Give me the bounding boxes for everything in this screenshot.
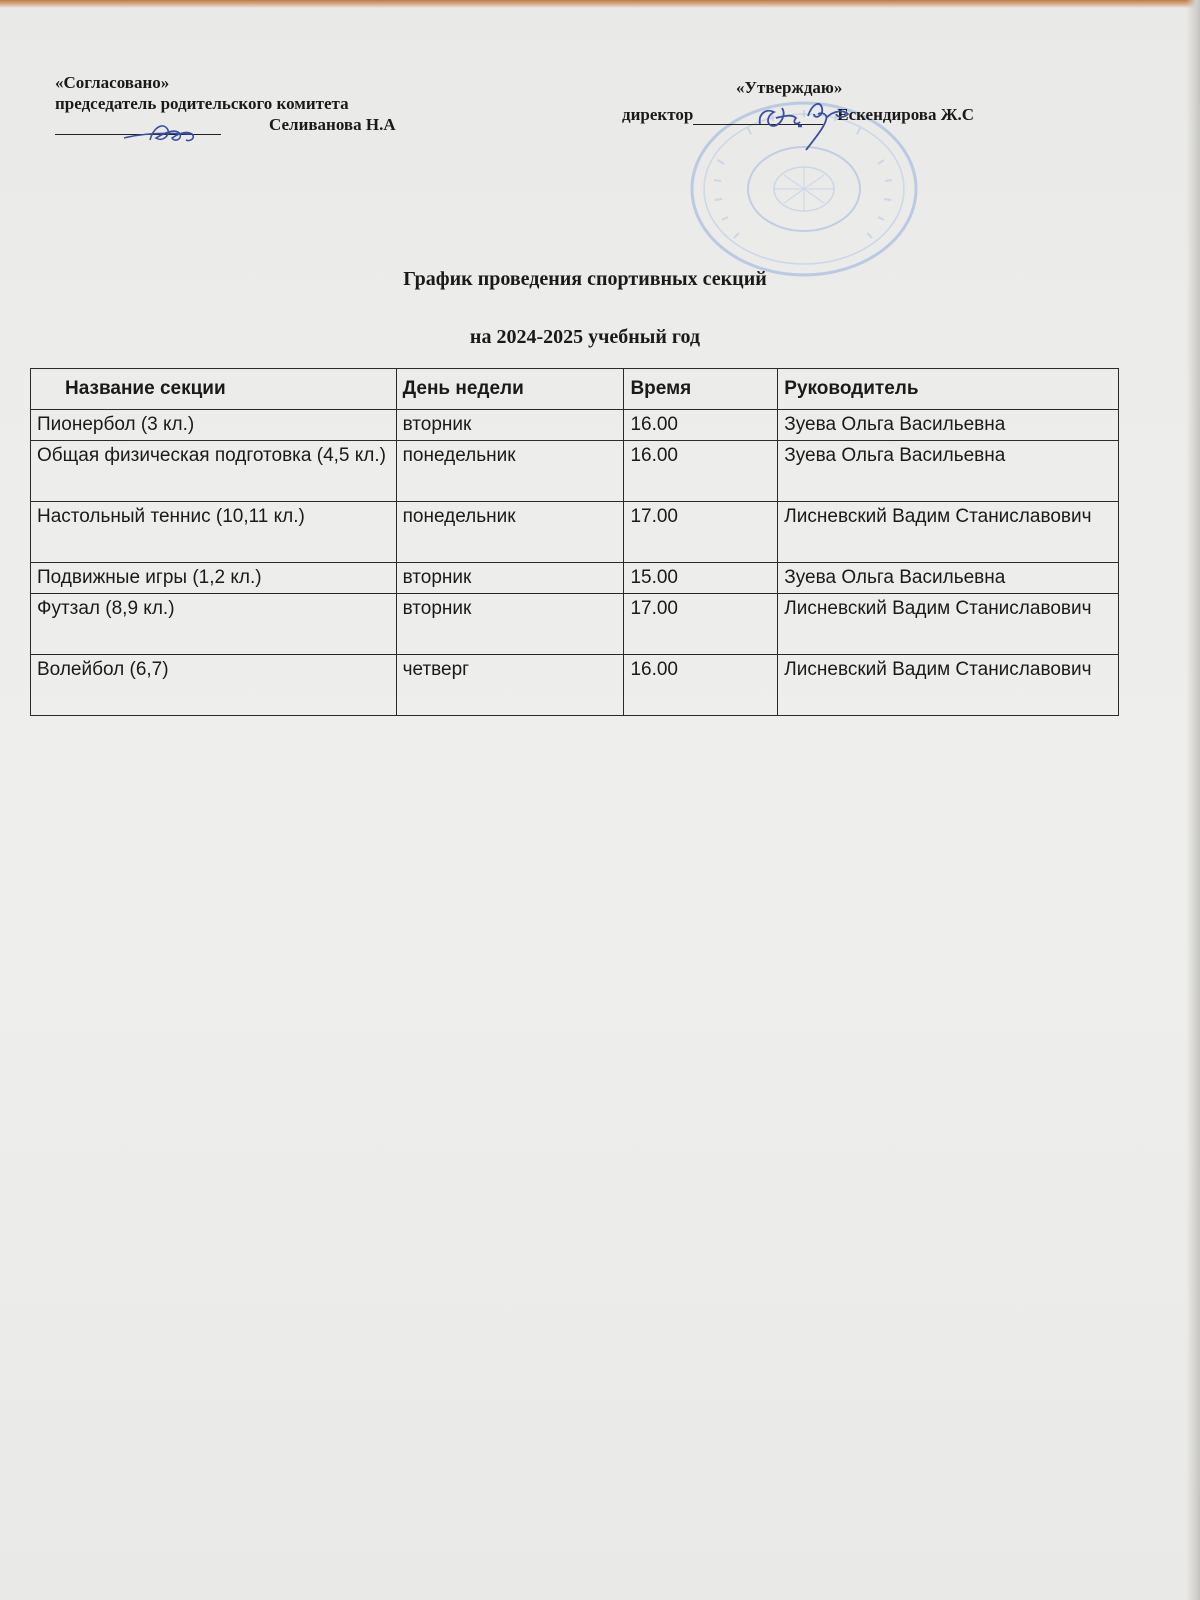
document-subtitle: на 2024-2025 учебный год	[469, 326, 701, 348]
agreed-title: «Согласовано»	[55, 73, 170, 92]
cell-section: Общая физическая подготовка (4,5 кл.)	[31, 441, 397, 502]
cell-leader: Лисневский Вадим Станиславович	[778, 502, 1119, 563]
column-header-leader: Руководитель	[778, 369, 1119, 410]
cell-time: 17.00	[624, 594, 778, 655]
approved-title: «Утверждаю»	[736, 78, 843, 97]
column-header-weekday: День недели	[396, 369, 624, 410]
agreed-signature-icon	[120, 112, 230, 148]
table-row	[31, 502, 1119, 563]
cell-section: Футзал (8,9 кл.)	[31, 594, 397, 655]
agreed-position: председатель родительского комитета	[55, 94, 349, 113]
table-row	[31, 410, 1119, 441]
cell-time: 17.00	[624, 502, 778, 563]
cell-weekday: вторник	[396, 563, 624, 594]
cell-section: Настольный теннис (10,11 кл.)	[31, 502, 397, 563]
cell-weekday: вторник	[396, 410, 624, 441]
agreed-name: Селиванова Н.А	[269, 115, 396, 134]
cell-section: Пионербол (3 кл.)	[31, 410, 397, 441]
table-row	[31, 441, 1119, 502]
cell-leader: Зуева Ольга Васильевна	[778, 563, 1119, 594]
cell-time: 16.00	[624, 410, 778, 441]
cell-leader: Зуева Ольга Васильевна	[778, 441, 1119, 502]
paper-top-edge	[0, 0, 1200, 8]
table-row	[31, 655, 1119, 716]
cell-time: 15.00	[624, 563, 778, 594]
approved-position: директор	[622, 105, 694, 124]
paper-right-edge	[1186, 0, 1200, 1600]
column-header-time: Время	[624, 369, 778, 410]
cell-leader: Лисневский Вадим Станиславович	[778, 655, 1119, 716]
document-title: График проведения спортивных секций	[403, 268, 767, 290]
cell-leader: Зуева Ольга Васильевна	[778, 410, 1119, 441]
table-row	[31, 594, 1119, 655]
approved-name: Ескендирова Ж.С	[837, 105, 975, 124]
cell-weekday: четверг	[396, 655, 624, 716]
approved-signature-icon	[752, 84, 862, 156]
cell-weekday: вторник	[396, 594, 624, 655]
cell-time: 16.00	[624, 655, 778, 716]
cell-time: 16.00	[624, 441, 778, 502]
column-header-section: Название секции	[31, 369, 397, 410]
cell-section: Волейбол (6,7)	[31, 655, 397, 716]
table-header-row	[31, 369, 1119, 410]
cell-section: Подвижные игры (1,2 кл.)	[31, 563, 397, 594]
schedule-table	[30, 368, 1119, 716]
cell-weekday: понедельник	[396, 502, 624, 563]
cell-leader: Лисневский Вадим Станиславович	[778, 594, 1119, 655]
table-row	[31, 563, 1119, 594]
cell-weekday: понедельник	[396, 441, 624, 502]
